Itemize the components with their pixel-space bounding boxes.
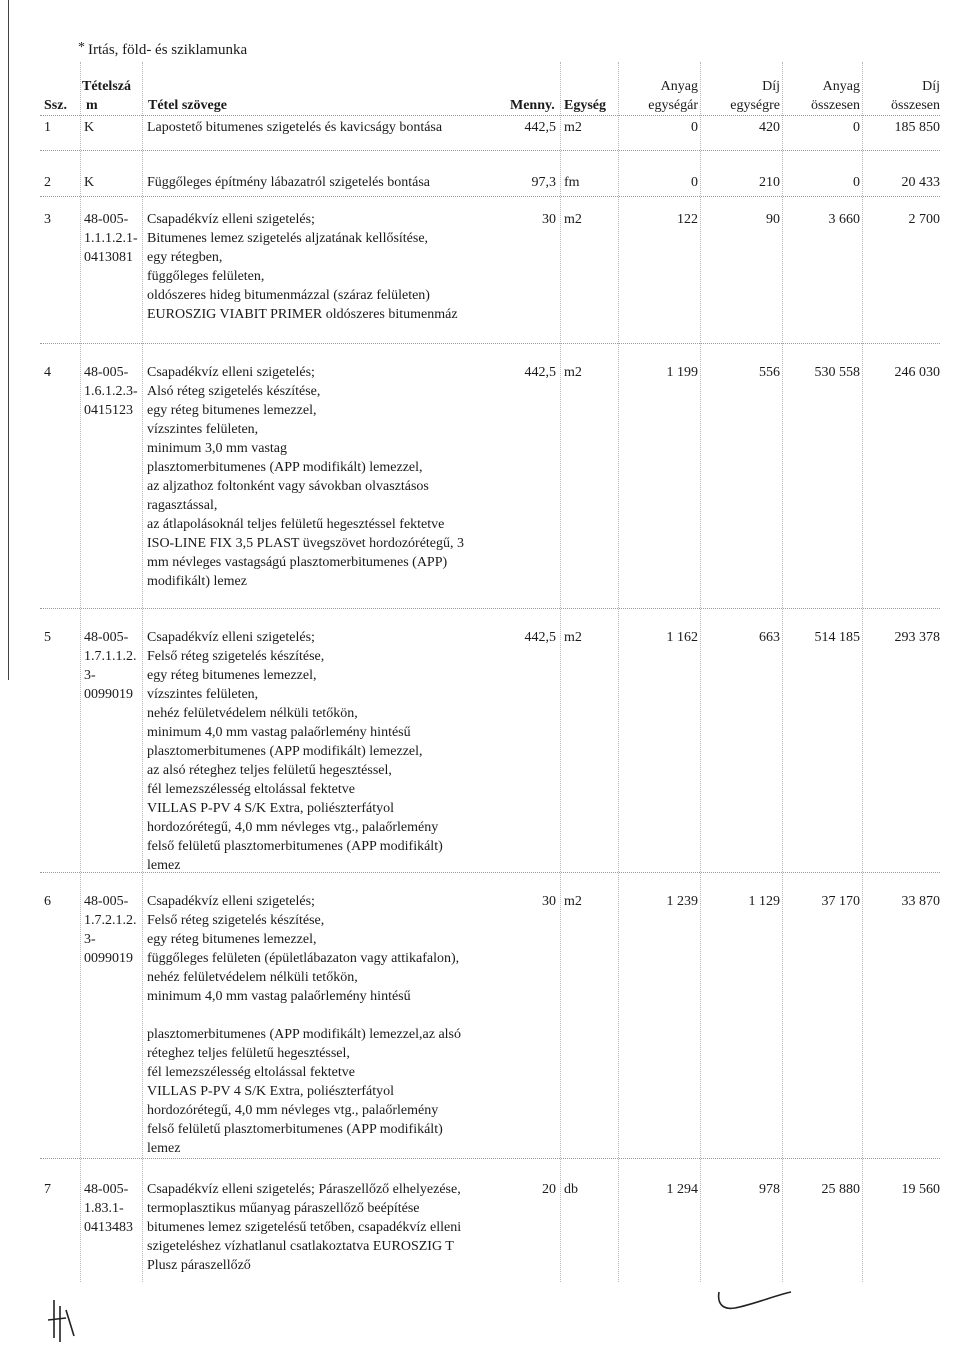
row-dij-egysegre: 1 129 (748, 894, 780, 909)
row-tetel-szoveg: minimum 4,0 mm vastag palaőrlemény hintésű (147, 725, 411, 740)
row-tetel-szoveg: bitumenes lemez szigetelésű tetőben, csapadékvíz elleni (147, 1220, 462, 1235)
row-tetelszam: 1.6.1.2.3- (84, 384, 138, 399)
row-dij-egysegre: 663 (759, 630, 780, 645)
row-egyseg: m2 (564, 120, 582, 135)
row-tetel-szoveg: lemez (147, 858, 181, 873)
row-tetel-szoveg: EUROSZIG VIABIT PRIMER oldószeres bitumenmáz (147, 307, 458, 322)
row-tetelszam: 1.1.1.2.1- (84, 231, 138, 246)
row-tetel-szoveg: függőleges felületen, (147, 269, 265, 284)
row-separator (40, 872, 940, 873)
row-dij-osszesen: 19 560 (901, 1182, 940, 1197)
row-tetelszam: K (84, 175, 95, 190)
row-tetel-szoveg: VILLAS P-PV 4 S/K Extra, poliészterfátyol (147, 1084, 395, 1099)
row-egyseg: m2 (564, 894, 582, 909)
column-divider (142, 62, 143, 1282)
row-menny: 442,5 (524, 630, 556, 645)
row-dij-osszesen: 2 700 (908, 212, 940, 227)
row-tetel-szoveg: Csapadékvíz elleni szigetelés; (147, 365, 315, 380)
row-tetel-szoveg: Függőleges építmény lábazatról szigetelés bontása (147, 175, 431, 190)
row-tetel-szoveg: réteghez teljes felületű hegesztéssel, (147, 1046, 350, 1061)
row-egyseg: db (564, 1182, 578, 1197)
row-anyag-egysegar: 0 (691, 175, 698, 190)
row-tetel-szoveg: VILLAS P-PV 4 S/K Extra, poliészterfátyol (147, 801, 395, 816)
row-tetel-szoveg: Felső réteg szigetelés készítése, (147, 649, 325, 664)
row-separator (40, 196, 940, 197)
row-tetel-szoveg: minimum 3,0 mm vastag (147, 441, 287, 456)
row-tetel-szoveg: Lapostető bitumenes szigetelés és kavicságy bontása (147, 120, 443, 135)
row-ssz: 1 (44, 120, 51, 135)
row-tetel-szoveg: hordozórétegű, 4,0 mm névleges vtg., palaőrlemény (147, 820, 439, 835)
row-tetel-szoveg: minimum 4,0 mm vastag palaőrlemény hintésű (147, 989, 411, 1004)
header-egyseg: Egység (564, 98, 606, 113)
row-menny: 30 (542, 894, 556, 909)
row-separator (40, 608, 940, 609)
header-anyag-egysegar: Anyag (660, 79, 698, 94)
row-tetel-szoveg: plasztomerbitumenes (APP modifikált) lemezzel, (147, 744, 423, 759)
row-tetel-szoveg: ISO-LINE FIX 3,5 PLAST üvegszövet hordozórétegű, 3 (147, 536, 465, 551)
row-tetelszam: K (84, 120, 95, 135)
row-tetelszam: 1.83.1- (84, 1201, 124, 1216)
row-tetel-szoveg: Csapadékvíz elleni szigetelés; (147, 894, 315, 909)
header-dij-osszesen: Díj (922, 79, 940, 94)
row-tetel-szoveg: Alsó réteg szigetelés készítése, (147, 384, 321, 399)
row-anyag-egysegar: 0 (691, 120, 698, 135)
header-tetelszam: Tételszá (82, 79, 131, 94)
row-tetelszam: 1.7.1.1.2. (84, 649, 137, 664)
row-ssz: 6 (44, 894, 51, 909)
row-tetel-szoveg: plasztomerbitumenes (APP modifikált) lemezzel,az alsó (147, 1027, 461, 1042)
row-dij-osszesen: 33 870 (901, 894, 940, 909)
row-tetel-szoveg: nehéz felületvédelem nélküli tetőkön, (147, 706, 358, 721)
row-tetel-szoveg: egy réteg bitumenes lemezzel, (147, 668, 317, 683)
row-tetel-szoveg: oldószeres hideg bitumenmázzal (száraz felületen) (147, 288, 430, 303)
row-tetel-szoveg: ragasztással, (147, 498, 218, 513)
row-anyag-osszesen: 25 880 (821, 1182, 860, 1197)
row-tetelszam: 0099019 (84, 951, 133, 966)
row-tetel-szoveg: Csapadékvíz elleni szigetelés; (147, 630, 315, 645)
column-divider (80, 62, 81, 1282)
row-anyag-osszesen: 0 (853, 120, 860, 135)
row-tetelszam: 0099019 (84, 687, 133, 702)
row-tetelszam: 0415123 (84, 403, 133, 418)
row-egyseg: m2 (564, 212, 582, 227)
row-anyag-osszesen: 514 185 (814, 630, 860, 645)
row-tetel-szoveg: vízszintes felületen, (147, 422, 259, 437)
row-anyag-osszesen: 0 (853, 175, 860, 190)
column-divider (862, 62, 863, 1282)
row-menny: 20 (542, 1182, 556, 1197)
row-tetelszam: 48-005- (84, 212, 129, 227)
row-anyag-egysegar: 1 239 (666, 894, 698, 909)
row-tetelszam: 48-005- (84, 1182, 129, 1197)
row-tetel-szoveg: Bitumenes lemez szigetelés aljzatának kellősítése, (147, 231, 429, 246)
row-menny: 30 (542, 212, 556, 227)
column-divider (700, 62, 701, 1282)
row-tetel-szoveg: függőleges felületen (épületlábazaton vagy attikafalon), (147, 951, 460, 966)
row-tetel-szoveg: hordozórétegű, 4,0 mm névleges vtg., palaőrlemény (147, 1103, 439, 1118)
row-tetel-szoveg: az átlapolásoknál teljes felületű hegesztéssel fektetve (147, 517, 445, 532)
row-tetel-szoveg: Csapadékvíz elleni szigetelés; (147, 212, 315, 227)
header-dij-egysegre-2: egységre (730, 98, 780, 113)
row-ssz: 5 (44, 630, 51, 645)
row-ssz: 3 (44, 212, 51, 227)
row-tetel-szoveg: nehéz felületvédelem nélküli tetőkön, (147, 970, 358, 985)
row-tetel-szoveg: fél lemezszélesség eltolással fektetve (147, 1065, 355, 1080)
row-dij-osszesen: 246 030 (894, 365, 940, 380)
header-anyag-osszesen-2: összesen (811, 98, 860, 113)
row-dij-egysegre: 420 (759, 120, 780, 135)
row-anyag-egysegar: 1 162 (666, 630, 698, 645)
row-separator (40, 115, 940, 116)
row-tetel-szoveg: az aljzathoz foltonként vagy sávokban olvasztásos (147, 479, 429, 494)
header-anyag-osszesen: Anyag (822, 79, 860, 94)
row-tetel-szoveg: felső felületű plasztomerbitumenes (APP modifikált) (147, 1122, 443, 1137)
header-dij-osszesen-2: összesen (891, 98, 940, 113)
row-tetel-szoveg: plasztomerbitumenes (APP modifikált) lemezzel, (147, 460, 423, 475)
header-dij-egysegre: Díj (762, 79, 780, 94)
row-tetelszam: 48-005- (84, 365, 129, 380)
row-tetel-szoveg: egy rétegben, (147, 250, 223, 265)
row-ssz: 2 (44, 175, 51, 190)
row-tetel-szoveg: az alsó réteghez teljes felületű hegesztéssel, (147, 763, 392, 778)
row-egyseg: fm (564, 175, 580, 190)
row-tetel-szoveg: termoplasztikus műanyag páraszellőző beépítése (147, 1201, 420, 1216)
row-tetel-szoveg: lemez (147, 1141, 181, 1156)
row-separator (40, 343, 940, 344)
row-tetel-szoveg: Csapadékvíz elleni szigetelés; Páraszellőző elhelyezése, (147, 1182, 461, 1197)
row-menny: 97,3 (531, 175, 556, 190)
row-anyag-osszesen: 3 660 (828, 212, 860, 227)
row-dij-osszesen: 185 850 (894, 120, 940, 135)
row-tetelszam: 48-005- (84, 894, 129, 909)
row-dij-egysegre: 556 (759, 365, 780, 380)
handwritten-signature (715, 1286, 795, 1316)
header-anyag-egysegar-2: egységár (648, 98, 698, 113)
row-tetel-szoveg: fél lemezszélesség eltolással fektetve (147, 782, 355, 797)
row-separator (40, 1158, 940, 1159)
row-anyag-osszesen: 530 558 (814, 365, 860, 380)
row-menny: 442,5 (524, 120, 556, 135)
row-tetel-szoveg: vízszintes felületen, (147, 687, 259, 702)
row-tetel-szoveg: egy réteg bitumenes lemezzel, (147, 403, 317, 418)
row-anyag-egysegar: 1 294 (666, 1182, 698, 1197)
row-dij-osszesen: 293 378 (894, 630, 940, 645)
row-tetelszam: 0413483 (84, 1220, 133, 1235)
header-tetel-szovege: Tétel szövege (148, 98, 227, 113)
row-tetelszam: 1.7.2.1.2. (84, 913, 137, 928)
column-divider (782, 62, 783, 1282)
row-tetelszam: 48-005- (84, 630, 129, 645)
row-separator (40, 150, 940, 151)
row-menny: 442,5 (524, 365, 556, 380)
row-tetel-szoveg: szigeteléshez vízhatlanul csatlakoztatva EUROSZIG T (147, 1239, 454, 1254)
header-tetelszam-2: m (86, 98, 98, 113)
row-tetel-szoveg: modifikált) lemez (147, 574, 247, 589)
row-dij-osszesen: 20 433 (901, 175, 940, 190)
row-tetelszam: 0413081 (84, 250, 133, 265)
row-dij-egysegre: 978 (759, 1182, 780, 1197)
row-anyag-egysegar: 1 199 (666, 365, 698, 380)
header-menny: Menny. (510, 98, 555, 113)
margin-line (8, 0, 9, 680)
row-anyag-egysegar: 122 (677, 212, 698, 227)
section-title: Irtás, föld- és sziklamunka (88, 42, 248, 58)
row-egyseg: m2 (564, 365, 582, 380)
row-tetel-szoveg: egy réteg bitumenes lemezzel, (147, 932, 317, 947)
row-tetel-szoveg: felső felületű plasztomerbitumenes (APP modifikált) (147, 839, 443, 854)
title-bullet: * (78, 40, 85, 55)
row-tetel-szoveg: mm névleges vastagságú plasztomerbitumenes (APP) (147, 555, 448, 570)
row-dij-egysegre: 210 (759, 175, 780, 190)
row-anyag-osszesen: 37 170 (821, 894, 860, 909)
row-dij-egysegre: 90 (766, 212, 780, 227)
row-ssz: 7 (44, 1182, 51, 1197)
row-ssz: 4 (44, 365, 51, 380)
row-tetel-szoveg: Plusz páraszellőző (147, 1258, 251, 1273)
row-egyseg: m2 (564, 630, 582, 645)
row-tetelszam: 3- (84, 932, 96, 947)
column-divider (618, 62, 619, 1282)
row-tetel-szoveg: Felső réteg szigetelés készítése, (147, 913, 325, 928)
handwritten-initials (44, 1296, 84, 1346)
column-divider (560, 62, 561, 1282)
row-tetelszam: 3- (84, 668, 96, 683)
header-ssz: Ssz. (44, 98, 67, 113)
